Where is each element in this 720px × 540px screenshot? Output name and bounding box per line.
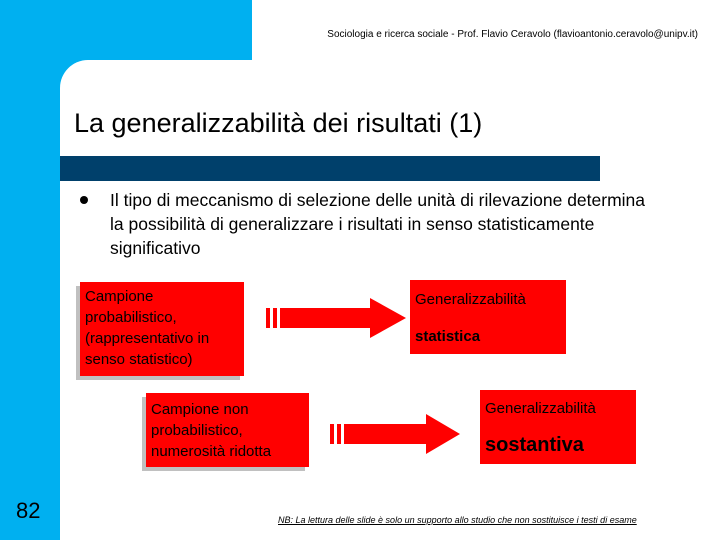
bullet-icon (80, 196, 88, 204)
bullet-text: Il tipo di meccanismo di selezione delle unità di rilevazione determina la possibilità di generalizzare i risultati in senso statisticamente significativo (110, 190, 646, 258)
substantive-generalizability-box (480, 390, 636, 464)
title-underline-bar (60, 156, 600, 181)
statistical-generalizability-box (410, 280, 566, 354)
statistical-generalizability-type: statistica (415, 328, 481, 345)
probabilistic-sample-label: Campione probabilistico, (rappresentativo in senso statistico) (85, 288, 210, 368)
footer-note: NB: La lettura delle slide è solo un supporto allo studio che non sostituisce i testi di esame (278, 515, 637, 525)
page-number: 82 (16, 498, 41, 523)
non-probabilistic-sample-label: Campione non probabilistico, numerosità ridotta (151, 401, 272, 460)
non-probabilistic-sample-box (146, 393, 309, 467)
slide-title: La generalizzabilità dei risultati (1) (74, 108, 483, 138)
statistical-generalizability-title: Generalizzabilità (415, 291, 526, 308)
header-text: Sociologia e ricerca sociale - Prof. Flavio Ceravolo (flavioantonio.ceravolo@unipv.it) (327, 29, 698, 40)
probabilistic-sample-box (80, 282, 244, 376)
arrow-right-icon (266, 296, 408, 340)
arrow-right-icon (330, 412, 462, 456)
substantive-generalizability-type: sostantiva (485, 434, 584, 456)
substantive-generalizability-title: Generalizzabilità (485, 400, 596, 417)
